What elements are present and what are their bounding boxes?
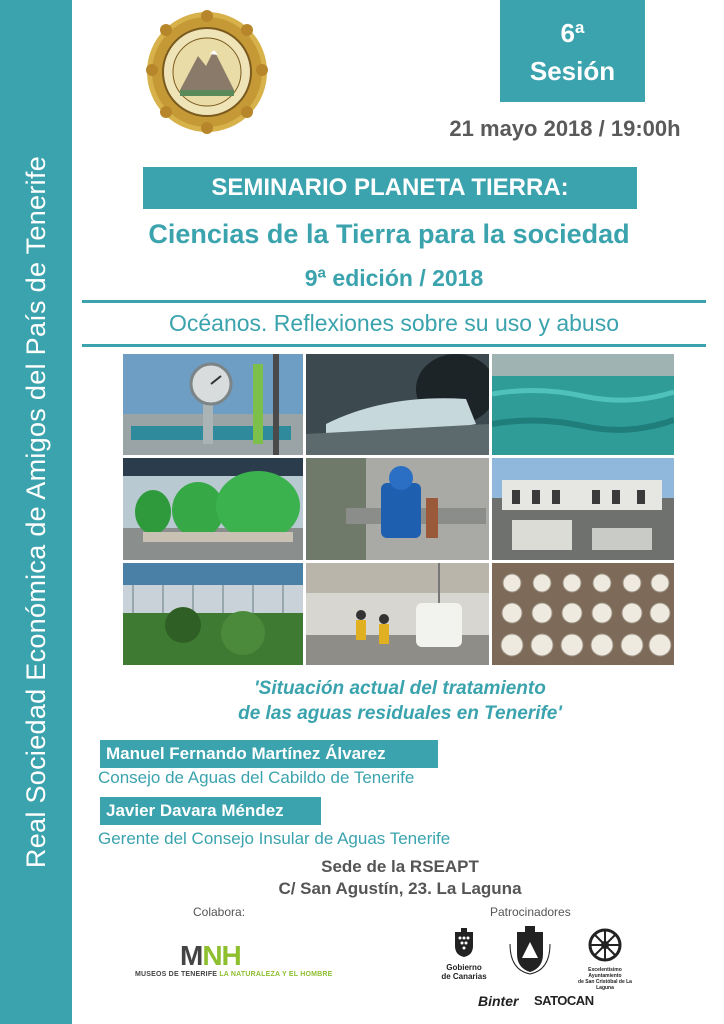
mnh-subtitle-nature: LA NATURALEZA Y EL HOMBRE <box>219 971 333 978</box>
ayto-line2: de San Cristóbal de La Laguna <box>578 979 632 991</box>
speaker-role-1: Consejo de Aguas del Cabildo de Tenerife <box>98 768 415 787</box>
treatment-plant-photo <box>492 458 674 560</box>
event-date: 21 mayo 2018 / 19:00h <box>449 116 681 141</box>
sidebar-band <box>0 0 72 1024</box>
mnh-museum-logo <box>135 940 333 982</box>
seminar-edition: 9ª edición / 2018 <box>304 265 484 291</box>
greenhouses-photo <box>123 563 303 665</box>
divider-top <box>82 300 706 303</box>
green-tanks-photo <box>123 458 303 560</box>
seminar-theme: Océanos. Reflexiones sobre su uso y abuso <box>168 310 620 336</box>
venue-address: C/ San Agustín, 23. La Laguna <box>278 879 522 898</box>
ayto-line1: Excelentísimo Ayuntamiento <box>588 967 622 979</box>
seminar-subtitle: Ciencias de la Tierra para la sociedad <box>148 219 630 249</box>
cabildo-crest-icon <box>507 924 553 976</box>
mnh-logo-nh: NH <box>202 940 241 971</box>
talk-title <box>150 676 650 726</box>
venue <box>250 856 550 900</box>
gobierno-line2: de Canarias <box>441 972 487 981</box>
laguna-wheel-icon <box>588 928 622 962</box>
water-discharge-photo <box>306 354 489 455</box>
speaker-role-2: Gerente del Consejo Insular de Aguas Tenerife <box>98 829 451 848</box>
sponsors-label: Patrocinadores <box>490 905 571 919</box>
venue-name: Sede de la RSEAPT <box>321 857 479 876</box>
gobierno-line1: Gobierno <box>446 963 482 972</box>
mnh-logo-m: M <box>180 940 203 971</box>
session-badge <box>500 0 645 102</box>
workers-bags-photo <box>306 563 489 665</box>
society-seal-logo <box>142 8 272 136</box>
session-label: Sesión <box>529 56 616 86</box>
session-number: 6ª <box>560 18 585 48</box>
collaborates-label: Colabora: <box>193 905 246 919</box>
talk-title-line2: de las aguas residuales en Tenerife' <box>238 703 562 724</box>
canarias-crest-icon <box>453 928 475 958</box>
water-tank-photo <box>492 354 674 455</box>
gobierno-canarias-logo <box>438 928 490 981</box>
talk-title-line1: 'Situación actual del tratamiento <box>254 678 546 699</box>
mnh-subtitle-museums: MUSEOS DE TENERIFE <box>135 971 220 978</box>
blue-valve-photo <box>306 458 489 560</box>
ayuntamiento-laguna-logo <box>572 928 638 991</box>
membrane-tubes-photo <box>492 563 674 665</box>
binter-logo: Binter <box>478 993 519 1009</box>
cabildo-tenerife-logo <box>505 924 555 981</box>
satocan-logo: SATOCAN <box>534 993 594 1008</box>
seminar-title: SEMINARIO PLANETA TIERRA: <box>143 167 637 209</box>
photo-collage <box>123 354 674 665</box>
organization-name-vertical: Real Sociedad Económica de Amigos del País de Tenerife <box>21 155 51 869</box>
speaker-name-1: Manuel Fernando Martínez Álvarez <box>100 740 438 768</box>
speaker-name-2: Javier Davara Méndez <box>100 797 321 825</box>
pressure-gauge-photo <box>123 354 303 455</box>
divider-bottom <box>82 344 706 347</box>
